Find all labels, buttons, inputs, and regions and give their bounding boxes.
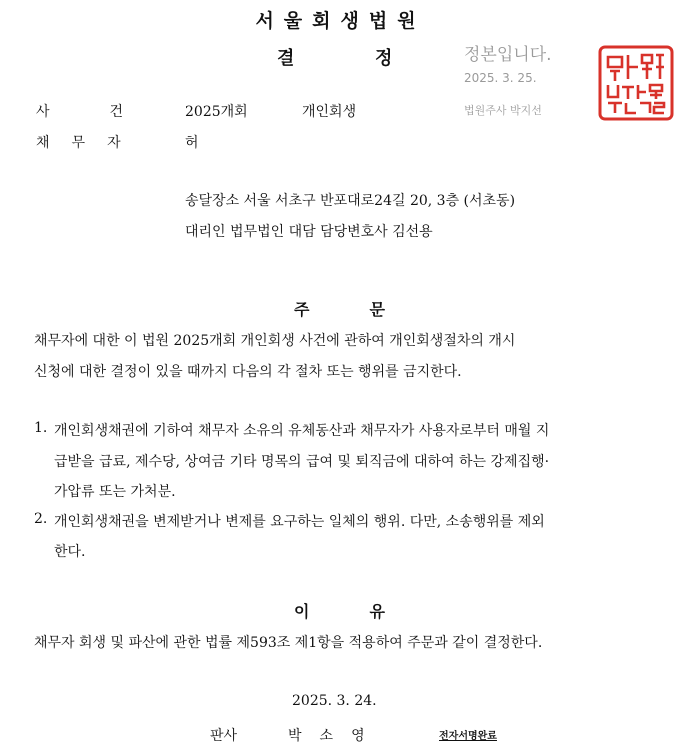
order-item-line: 개인회생채권에 기하여 채무자 소유의 유체동산과 채무자가 사용자로부터 매월 지: [54, 423, 550, 439]
order-heading: [294, 297, 385, 320]
order-item-line: 가압류 또는 가처분.: [54, 484, 176, 500]
court-seal-icon: [598, 45, 674, 121]
debtor-name: 허: [185, 135, 199, 151]
debtor-label-char-2: 무: [71, 135, 86, 151]
reason-text: 채무자 회생 및 파산에 관한 법률 제593조 제1항을 적용하여 주문과 같이 결정한다.: [34, 635, 543, 651]
case-number: 2025개회: [185, 104, 248, 120]
reason-heading: [294, 599, 385, 622]
order-item-line: 급받을 급료, 제수당, 상여금 기타 명목의 급여 및 퇴직금에 대하여 하는 강제집행·: [54, 454, 550, 470]
document-type-char-1: 결: [277, 48, 295, 69]
order-item-line: 개인회생채권을 변제받거나 변제를 요구하는 일체의 행위. 다만, 소송행위를 제외: [54, 514, 545, 530]
debtor-label-char-1: 채: [36, 135, 50, 151]
debtor-label-char-3: 자: [107, 135, 121, 151]
order-item-number: 2.: [34, 511, 48, 527]
order-item-line: 한다.: [54, 544, 86, 560]
document-type-title: [277, 44, 392, 70]
judge-name-char-2: 소: [319, 728, 334, 744]
reason-heading-char-1: 이: [294, 602, 310, 621]
service-address: 송달장소 서울 서초구 반포대로24길 20, 3층 (서초동): [185, 193, 516, 209]
decision-date: 2025. 3. 24.: [292, 693, 377, 709]
certified-copy-clerk: 법원주사 박지선: [464, 104, 542, 117]
court-name: 서울회생법원: [255, 10, 426, 32]
order-item-number: 1.: [34, 420, 48, 436]
case-label-char-1: 사: [36, 104, 50, 120]
order-heading-char-2: 문: [369, 300, 385, 319]
debtor-label: [36, 132, 121, 152]
electronic-signature-mark: 전자서명완료: [439, 731, 497, 742]
judge-title: 판사: [210, 728, 238, 744]
reason-heading-char-2: 유: [369, 602, 385, 621]
certified-copy-date: 2025. 3. 25.: [464, 71, 537, 85]
case-label-char-2: 건: [109, 104, 124, 120]
document-type-char-2: 정: [374, 48, 393, 69]
legal-agent: 대리인 법무법인 대담 담당변호사 김선용: [185, 224, 433, 240]
certified-copy-title: 정본입니다.: [464, 45, 552, 65]
judge-name-char-3: 영: [351, 728, 365, 744]
judge-name-char-1: 박: [288, 728, 302, 744]
case-label: [36, 101, 123, 121]
order-intro-line-2: 신청에 대한 결정이 있을 때까지 다음의 각 절차 또는 행위를 금지한다.: [34, 364, 462, 380]
order-intro-line-1: 채무자에 대한 이 법원 2025개회 개인회생 사건에 관하여 개인회생절차의 개시: [34, 333, 516, 349]
case-name: 개인회생: [302, 104, 357, 120]
order-heading-char-1: 주: [294, 300, 310, 319]
judge-name: [288, 725, 365, 745]
